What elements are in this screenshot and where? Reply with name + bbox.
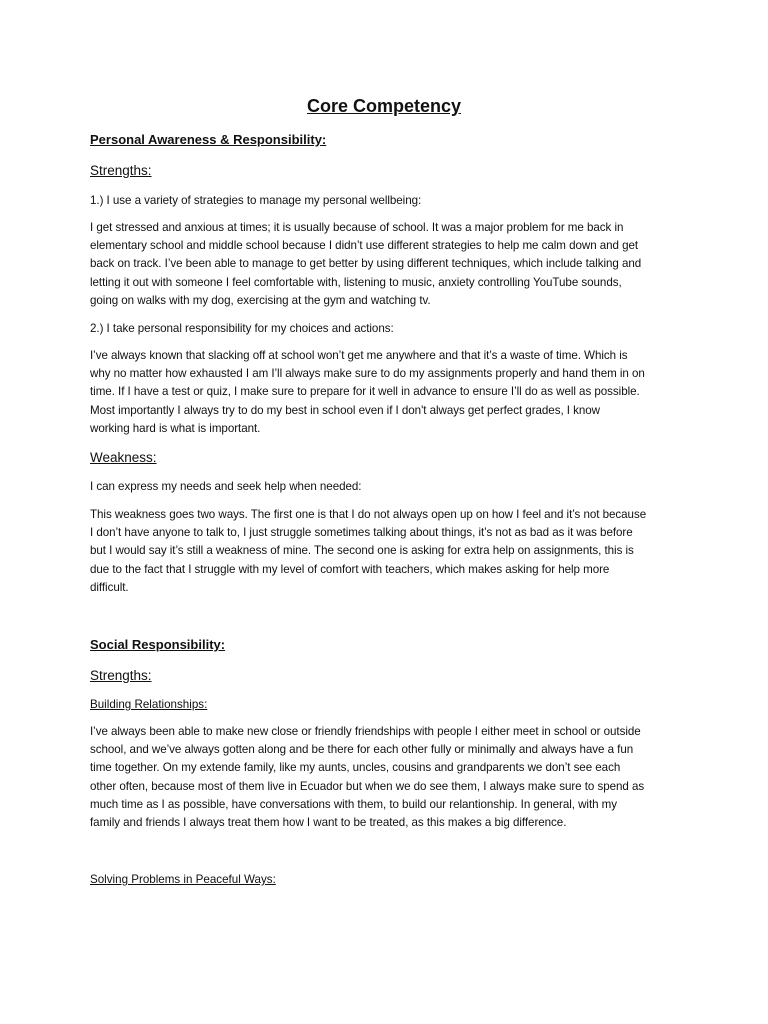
paragraph-responsibility — [90, 347, 684, 438]
paragraph-line: I get stressed and anxious at times; it is usually because of school. It was a major problem for me back in — [90, 221, 624, 234]
paragraph-weakness — [90, 506, 684, 597]
paragraph-line: time. If I have a test or quiz, I make sure to prepare for it well in advance to ensure I’ll do as well as possible. — [90, 385, 640, 399]
paragraph-relationships — [90, 723, 684, 832]
paragraph-wellbeing — [90, 219, 684, 310]
paragraph-line: elementary school and middle school because I didn’t use different strategies to help me calm down and get — [90, 239, 639, 253]
paragraph-line: Most importantly I always try to do my best in school even if I don't always get perfect grades, I know — [90, 403, 600, 417]
paragraph-line: going on walks with my dog, exercising at the gym and watching tv. — [90, 293, 431, 307]
section-heading-social-responsibility: Social Responsibility: — [90, 637, 226, 652]
paragraph-line: family and friends I always treat them how I want to be treated, as this makes a big difference. — [90, 816, 567, 830]
paragraph-line: school, and we’ve always gotten along and be there for each other fully or minimally and always have a fun — [90, 743, 634, 757]
paragraph-line: time together. On my extende family, like my aunts, uncles, cousins and grandparents we don’t see each — [90, 761, 621, 775]
strength-point-2-text: 2.) I take personal responsibility for my choices and actions: — [90, 322, 394, 335]
strengths-heading: Strengths: — [90, 163, 152, 178]
subheading-solving-problems: Solving Problems in Peaceful Ways: — [90, 873, 276, 886]
paragraph-line: due to the fact that I struggle with my level of comfort with teachers, which makes asking for help more — [90, 562, 610, 576]
paragraph-line: I’ve always been able to make new close or friendly friendships with people I either meet in school or outside — [90, 725, 641, 738]
subheading-building-relationships: Building Relationships: — [90, 698, 208, 711]
paragraph-line: I’ve always known that slacking off at school won’t get me anywhere and that it’s a waste of time. Which is — [90, 349, 628, 362]
paragraph-line: back on track. I’ve been able to manage to get better by using different techniques, which include talking and — [90, 257, 642, 271]
paragraph-line: This weakness goes two ways. The first one is that I do not always open up on how I feel and it’s not because — [90, 508, 647, 521]
strength-point-1 — [90, 192, 684, 210]
strengths-heading-social: Strengths: — [90, 668, 152, 683]
paragraph-line: letting it out with someone I feel comfortable with, listening to music, anxiety controlling YouTube sounds, — [90, 275, 622, 289]
strength-point-2 — [90, 320, 684, 338]
paragraph-line: working hard is what is important. — [90, 421, 261, 435]
paragraph-line: much time as I as possible, have conversations with them, to build our relantionship. In general, with my — [90, 797, 618, 811]
document-title: Core Competency — [306, 96, 462, 116]
paragraph-line: difficult. — [90, 580, 129, 594]
weakness-point — [90, 478, 684, 496]
paragraph-line: other often, because most of them live in Ecuador but when we do see them, I always make sure to spend as — [90, 779, 645, 793]
weakness-point-text: I can express my needs and seek help when needed: — [90, 480, 362, 493]
paragraph-line: why no matter how exhausted I am I’ll always make sure to do my assignments properly and hand them in on — [90, 367, 645, 381]
section-heading-personal-awareness: Personal Awareness & Responsibility: — [90, 132, 327, 147]
strength-point-1-text: 1.) I use a variety of strategies to manage my personal wellbeing: — [90, 194, 422, 207]
paragraph-line: but I would say it’s still a weakness of mine. The second one is asking for extra help on assignments, this is — [90, 544, 634, 558]
paragraph-line: I don’t have anyone to talk to, I just struggle sometimes talking about things, it’s not as bad as it was before — [90, 526, 633, 540]
weakness-heading: Weakness: — [90, 450, 157, 465]
